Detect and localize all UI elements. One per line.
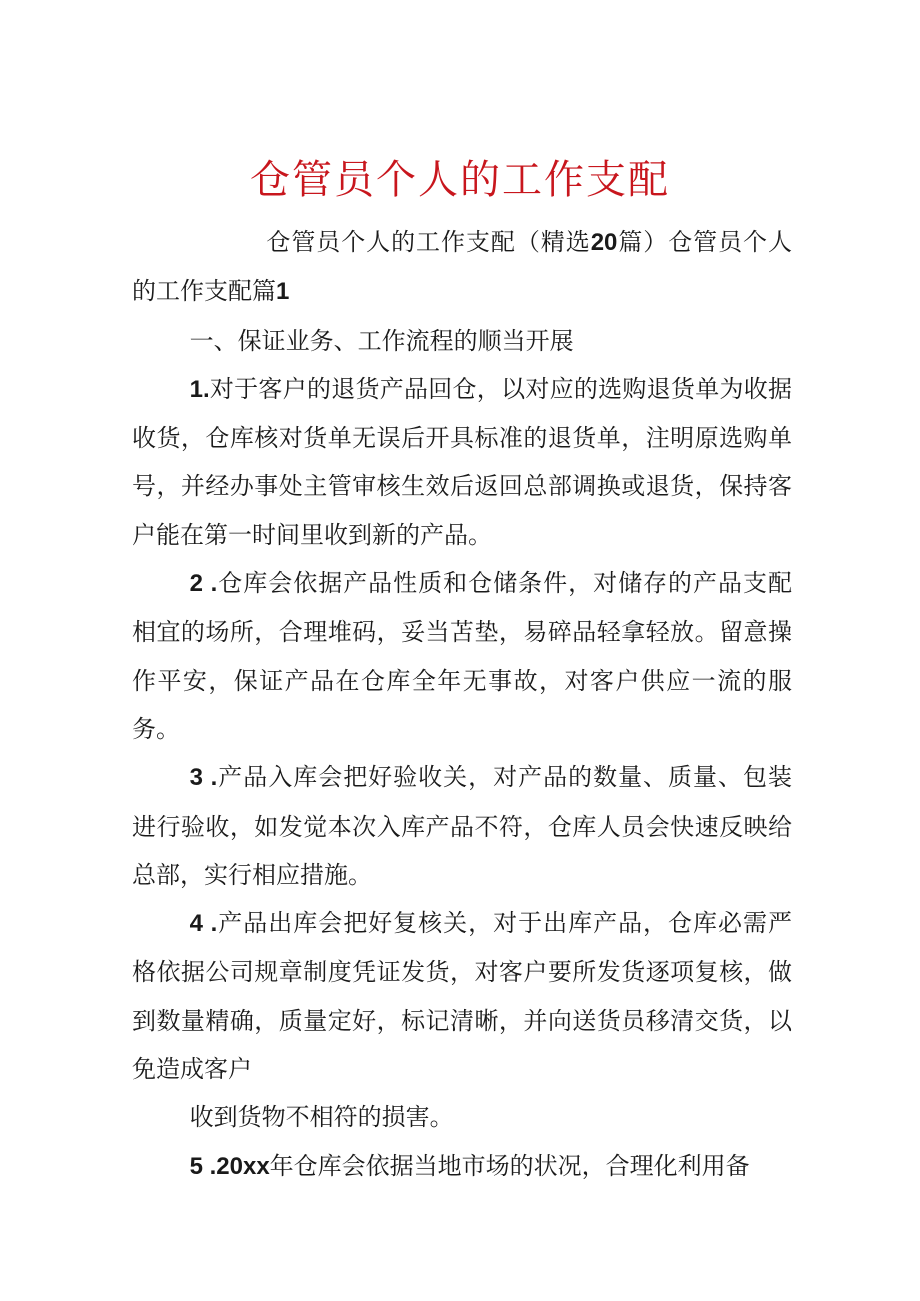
continuation-line: 收到货物不相符的损害。: [189, 1103, 454, 1132]
item-text: 产品入库会把好验收关，对产品的数量、质量、包装进行验收，如发觉本次入库产品不符，仓库人员会快速反映给总部，实行相应措施。: [132, 763, 792, 889]
intro-number: 20: [590, 229, 618, 256]
section-heading: 一、保证业务、工作流程的顺当开展: [189, 326, 574, 355]
intro-text: 仓管员个人的工作支配（精选: [266, 228, 591, 256]
intro-text-2: 篇）仓管员个人的工作支配篇: [132, 228, 793, 306]
intro-paragraph: [132, 218, 792, 317]
list-item: [132, 1142, 792, 1191]
item-number: 4 .: [189, 910, 218, 938]
intro-number-2: 1: [276, 278, 290, 306]
item-number: 2 .: [189, 570, 218, 598]
item-text: 产品出库会把好复核关，对于出库产品，仓库必需严格依据公司规章制度凭证发货，对客户要所发货逐项复核，做到数量精确，质量定好，标记清晰，并向送货员移清交货，以免造成客户: [132, 909, 792, 1084]
list-item: [132, 365, 792, 559]
list-item: [132, 899, 792, 1093]
list-item: [132, 559, 792, 753]
item-text: 仓库会依据产品性质和仓储条件，对储存的产品支配相宜的场所，合理堆码，妥当苫垫，易碎品轻拿轻放。留意操作平安，保证产品在仓库全年无事故，对客户供应一流的服务。: [132, 569, 792, 743]
item-number: 5 .20xx: [189, 1152, 270, 1180]
item-text: 对于客户的退货产品回仓，以对应的选购退货单为收据收货，仓库核对货单无误后开具标准的退货单，注明原选购单号，并经办事处主管审核生效后返回总部调换或退货，保持客户能在第一时间里收到新的产品。: [132, 374, 792, 549]
item-text: 年仓库会依据当地市场的状况，合理化利用备: [269, 1151, 750, 1180]
item-number: 3 .: [189, 764, 218, 792]
document-body: [132, 218, 792, 1191]
item-number: 1.: [189, 375, 210, 403]
document-title: 仓管员个人的工作支配: [250, 157, 670, 203]
list-item: [132, 753, 792, 899]
